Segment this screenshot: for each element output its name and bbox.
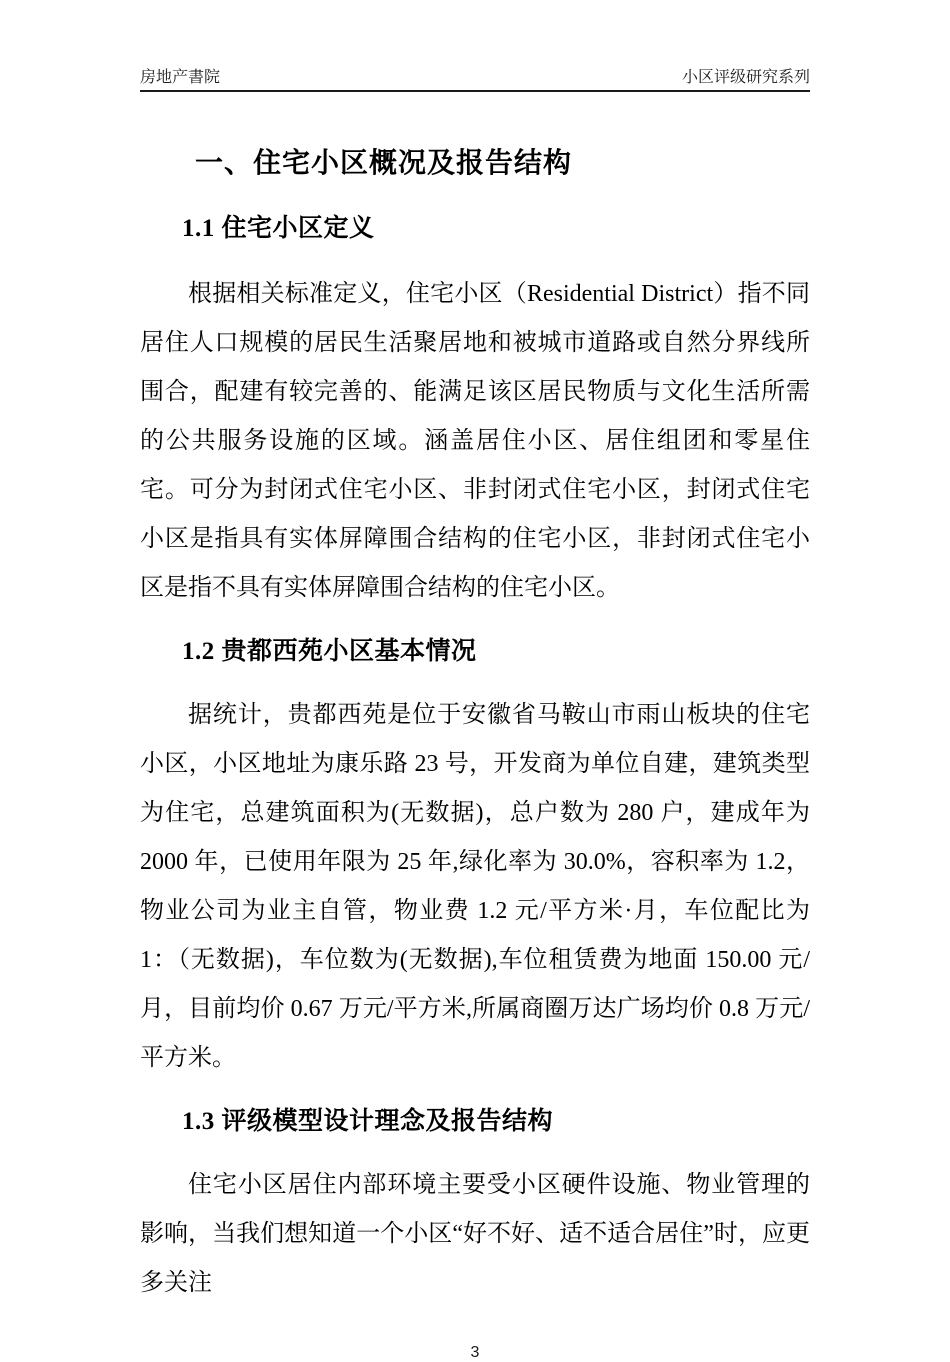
chapter-title: 一、住宅小区概况及报告结构 (195, 148, 573, 179)
header-left-text: 房地产書院 (140, 69, 221, 86)
page-header (140, 68, 810, 92)
page-footer (140, 1344, 810, 1362)
section-paragraph-1-1: 根据相关标准定义，住宅小区（Residential District）指不同居住人口规模的居民生活聚居地和被城市道路或自然分界线所围合，配建有较完善的、能满足该区居民物质与文化生活所需的公共服务设施的区域。涵盖居住小区、居住组团和零星住宅。可分为封闭式住宅小区、非封闭式住宅小区，封闭式住宅小区是指具有实体屏障围合结构的住宅小区，非封闭式住宅小区是指不具有实体屏障围合结构的住宅小区。 (140, 281, 810, 601)
header-right-text: 小区评级研究系列 (681, 69, 810, 86)
page-number: 3 (470, 1344, 480, 1361)
section-paragraph-1-2: 据统计，贵都西苑是位于安徽省马鞍山市雨山板块的住宅小区，小区地址为康乐路 23 号，开发商为单位自建，建筑类型为住宅，总建筑面积为(无数据)，总户数为 280 户，建成年为 2000 年，已使用年限为 25 年,绿化率为 30.0%，容积率为 1.2，物业公司为业主自管，物业费 1.2 元/平方米·月，车位配比为 1：（无数据)，车位数为(无数据),车位租赁费为地面 150.00 元/月，目前均价 0.67 万元/平方米,所属商圈万达广场均价 0.8 万元/平方米。 (140, 702, 810, 1071)
section-heading-1-1: 1.1 住宅小区定义 (182, 215, 375, 242)
section-paragraph-1-3: 住宅小区居住内部环境主要受小区硬件设施、物业管理的影响，当我们想知道一个小区“好不好、适不适合居住”时，应更多关注 (140, 1172, 810, 1296)
section-heading-1-2: 1.2 贵都西苑小区基本情况 (182, 638, 477, 665)
section-heading-1-3: 1.3 评级模型设计理念及报告结构 (182, 1108, 554, 1135)
